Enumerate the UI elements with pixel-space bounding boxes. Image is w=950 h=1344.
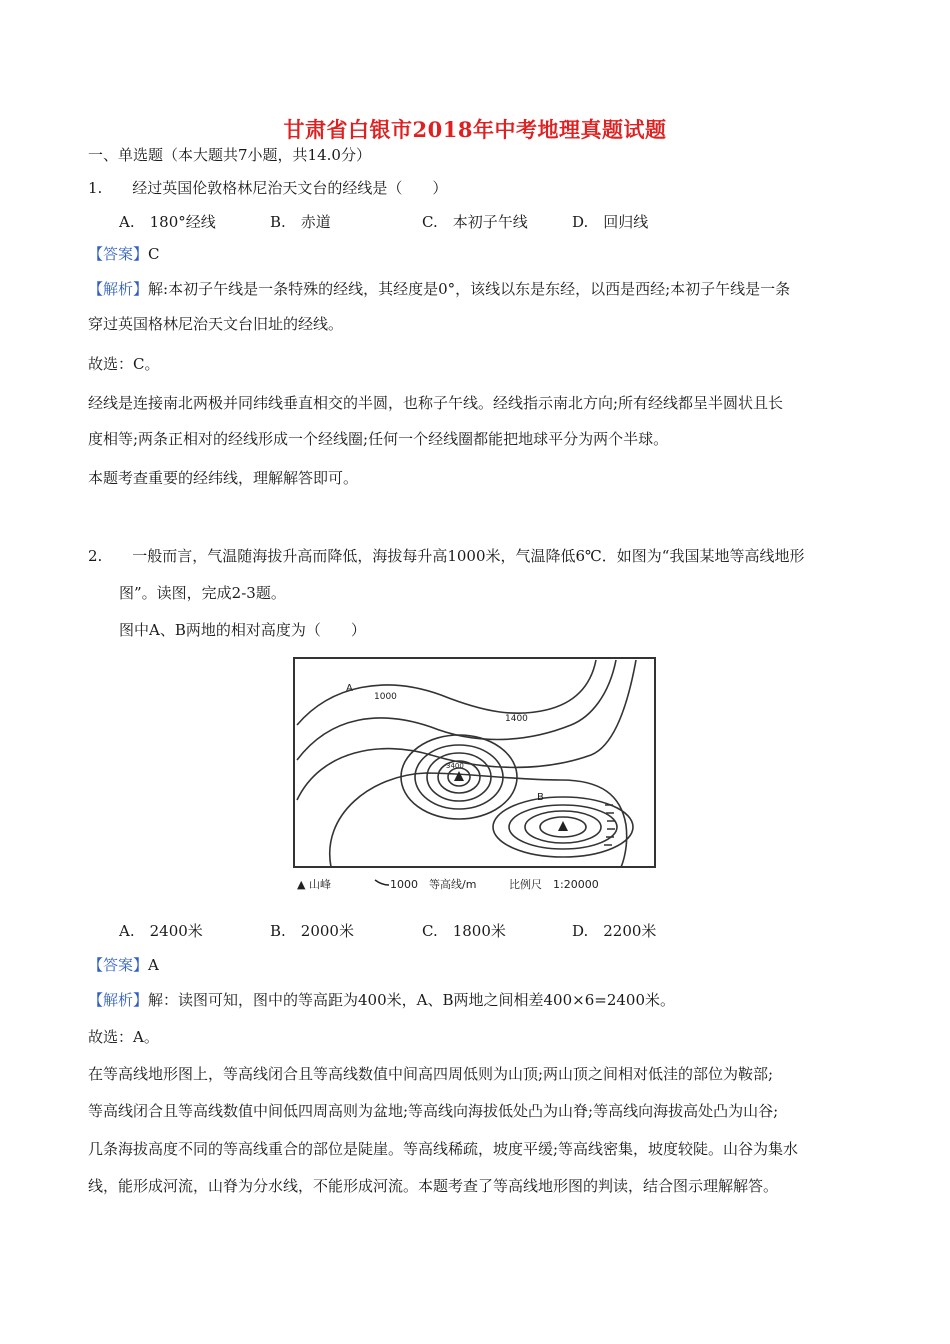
question-1-stem: 1. 经过英国伦敦格林尼治天文台的经线是（ ） [88, 179, 448, 197]
q1-note-line-2: 度相等;两条正相对的经线形成一个经线圈;任何一个经线圈都能把地球平分为两个半球。 [88, 430, 669, 448]
contour-label-3400: 3400 [446, 762, 464, 770]
q1-option-a: A. 180°经线 [119, 213, 216, 231]
answer-tag: 【答案】 [88, 245, 149, 263]
q1-note-line-1: 经线是连接南北两极并同纬线垂直相交的半圆，也称子午线。经线指示南北方向;所有经线都呈半圆状且长 [88, 394, 784, 412]
peak-a-icon [454, 771, 464, 781]
answer-tag: 【答案】 [88, 956, 149, 974]
analysis-tag: 【解析】 [88, 991, 149, 1009]
q2-answer [88, 955, 159, 975]
q2-note-line-3: 几条海拔高度不同的等高线重合的部位是陡崖。等高线稀疏，坡度平缓;等高线密集，坡度较陡。山谷为集水 [88, 1140, 799, 1158]
question-2-stem-line-3: 图中A、B两地的相对高度为（ ） [119, 621, 366, 639]
contour-label-1400: 1400 [505, 714, 528, 724]
q1-answer [88, 244, 160, 264]
map-label-b: B [537, 792, 544, 803]
q1-note-line-3: 本题考查重要的经纬线，理解解答即可。 [88, 469, 359, 487]
answer-value: A [148, 956, 159, 974]
q1-option-d: D. 回归线 [572, 213, 649, 231]
q1-option-b: B. 赤道 [270, 213, 331, 231]
map-label-a: A [346, 683, 353, 694]
q1-analysis-line-1 [88, 279, 790, 299]
q2-note-line-4: 线，能形成河流，山脊为分水线，不能形成河流。本题考查了等高线地形图的判读，结合图示理解解答。 [88, 1177, 779, 1195]
q1-choose: 故选：C。 [88, 355, 160, 373]
q1-analysis-line-2: 穿过英国格林尼治天文台旧址的经线。 [88, 315, 344, 333]
answer-value: C [148, 245, 160, 263]
legend-contour: 1000 等高线/m [390, 878, 477, 891]
analysis-text: 解：读图可知，图中的等高距为400米，A、B两地之间相差400×6=2400米。 [148, 991, 675, 1009]
contour-map-figure [291, 655, 658, 897]
document-title: 甘肃省白银市2018年中考地理真题试题 [283, 117, 667, 142]
q2-option-c: C. 1800米 [422, 922, 506, 940]
q2-option-b: B. 2000米 [270, 922, 354, 940]
contour-label-1000: 1000 [374, 692, 397, 702]
q2-option-d: D. 2200米 [572, 922, 657, 940]
question-2-stem-line-2: 图”。读图，完成2-3题。 [119, 584, 286, 602]
q2-note-line-2: 等高线闭合且等高线数值中间低四周高则为盆地;等高线向海拔低处凸为山脊;等高线向海拔高处凸为山谷; [88, 1102, 779, 1120]
q1-option-c: C. 本初子午线 [422, 213, 528, 231]
legend-peak: ▲ 山峰 [297, 878, 331, 891]
legend-contour-icon [375, 880, 389, 885]
q2-analysis [88, 990, 675, 1010]
question-2-stem-line-1: 2. 一般而言，气温随海拔升高而降低，海拔每升高1000米，气温降低6℃．如图为“我国某地等高线地形 [88, 547, 805, 565]
analysis-tag: 【解析】 [88, 280, 149, 298]
q2-option-a: A. 2400米 [119, 922, 203, 940]
legend-scale: 比例尺 1:20000 [509, 878, 599, 891]
peak-b-icon [558, 821, 568, 831]
q2-choose: 故选：A。 [88, 1028, 159, 1046]
analysis-text: 解:本初子午线是一条特殊的经线，其经度是0°，该线以东是东经，以西是西经;本初子午线是一条 [148, 280, 791, 298]
section-heading: 一、单选题（本大题共7小题，共14.0分） [88, 146, 371, 164]
q2-note-line-1: 在等高线地形图上，等高线闭合且等高线数值中间高四周低则为山顶;两山顶之间相对低洼的部位为鞍部; [88, 1065, 774, 1083]
